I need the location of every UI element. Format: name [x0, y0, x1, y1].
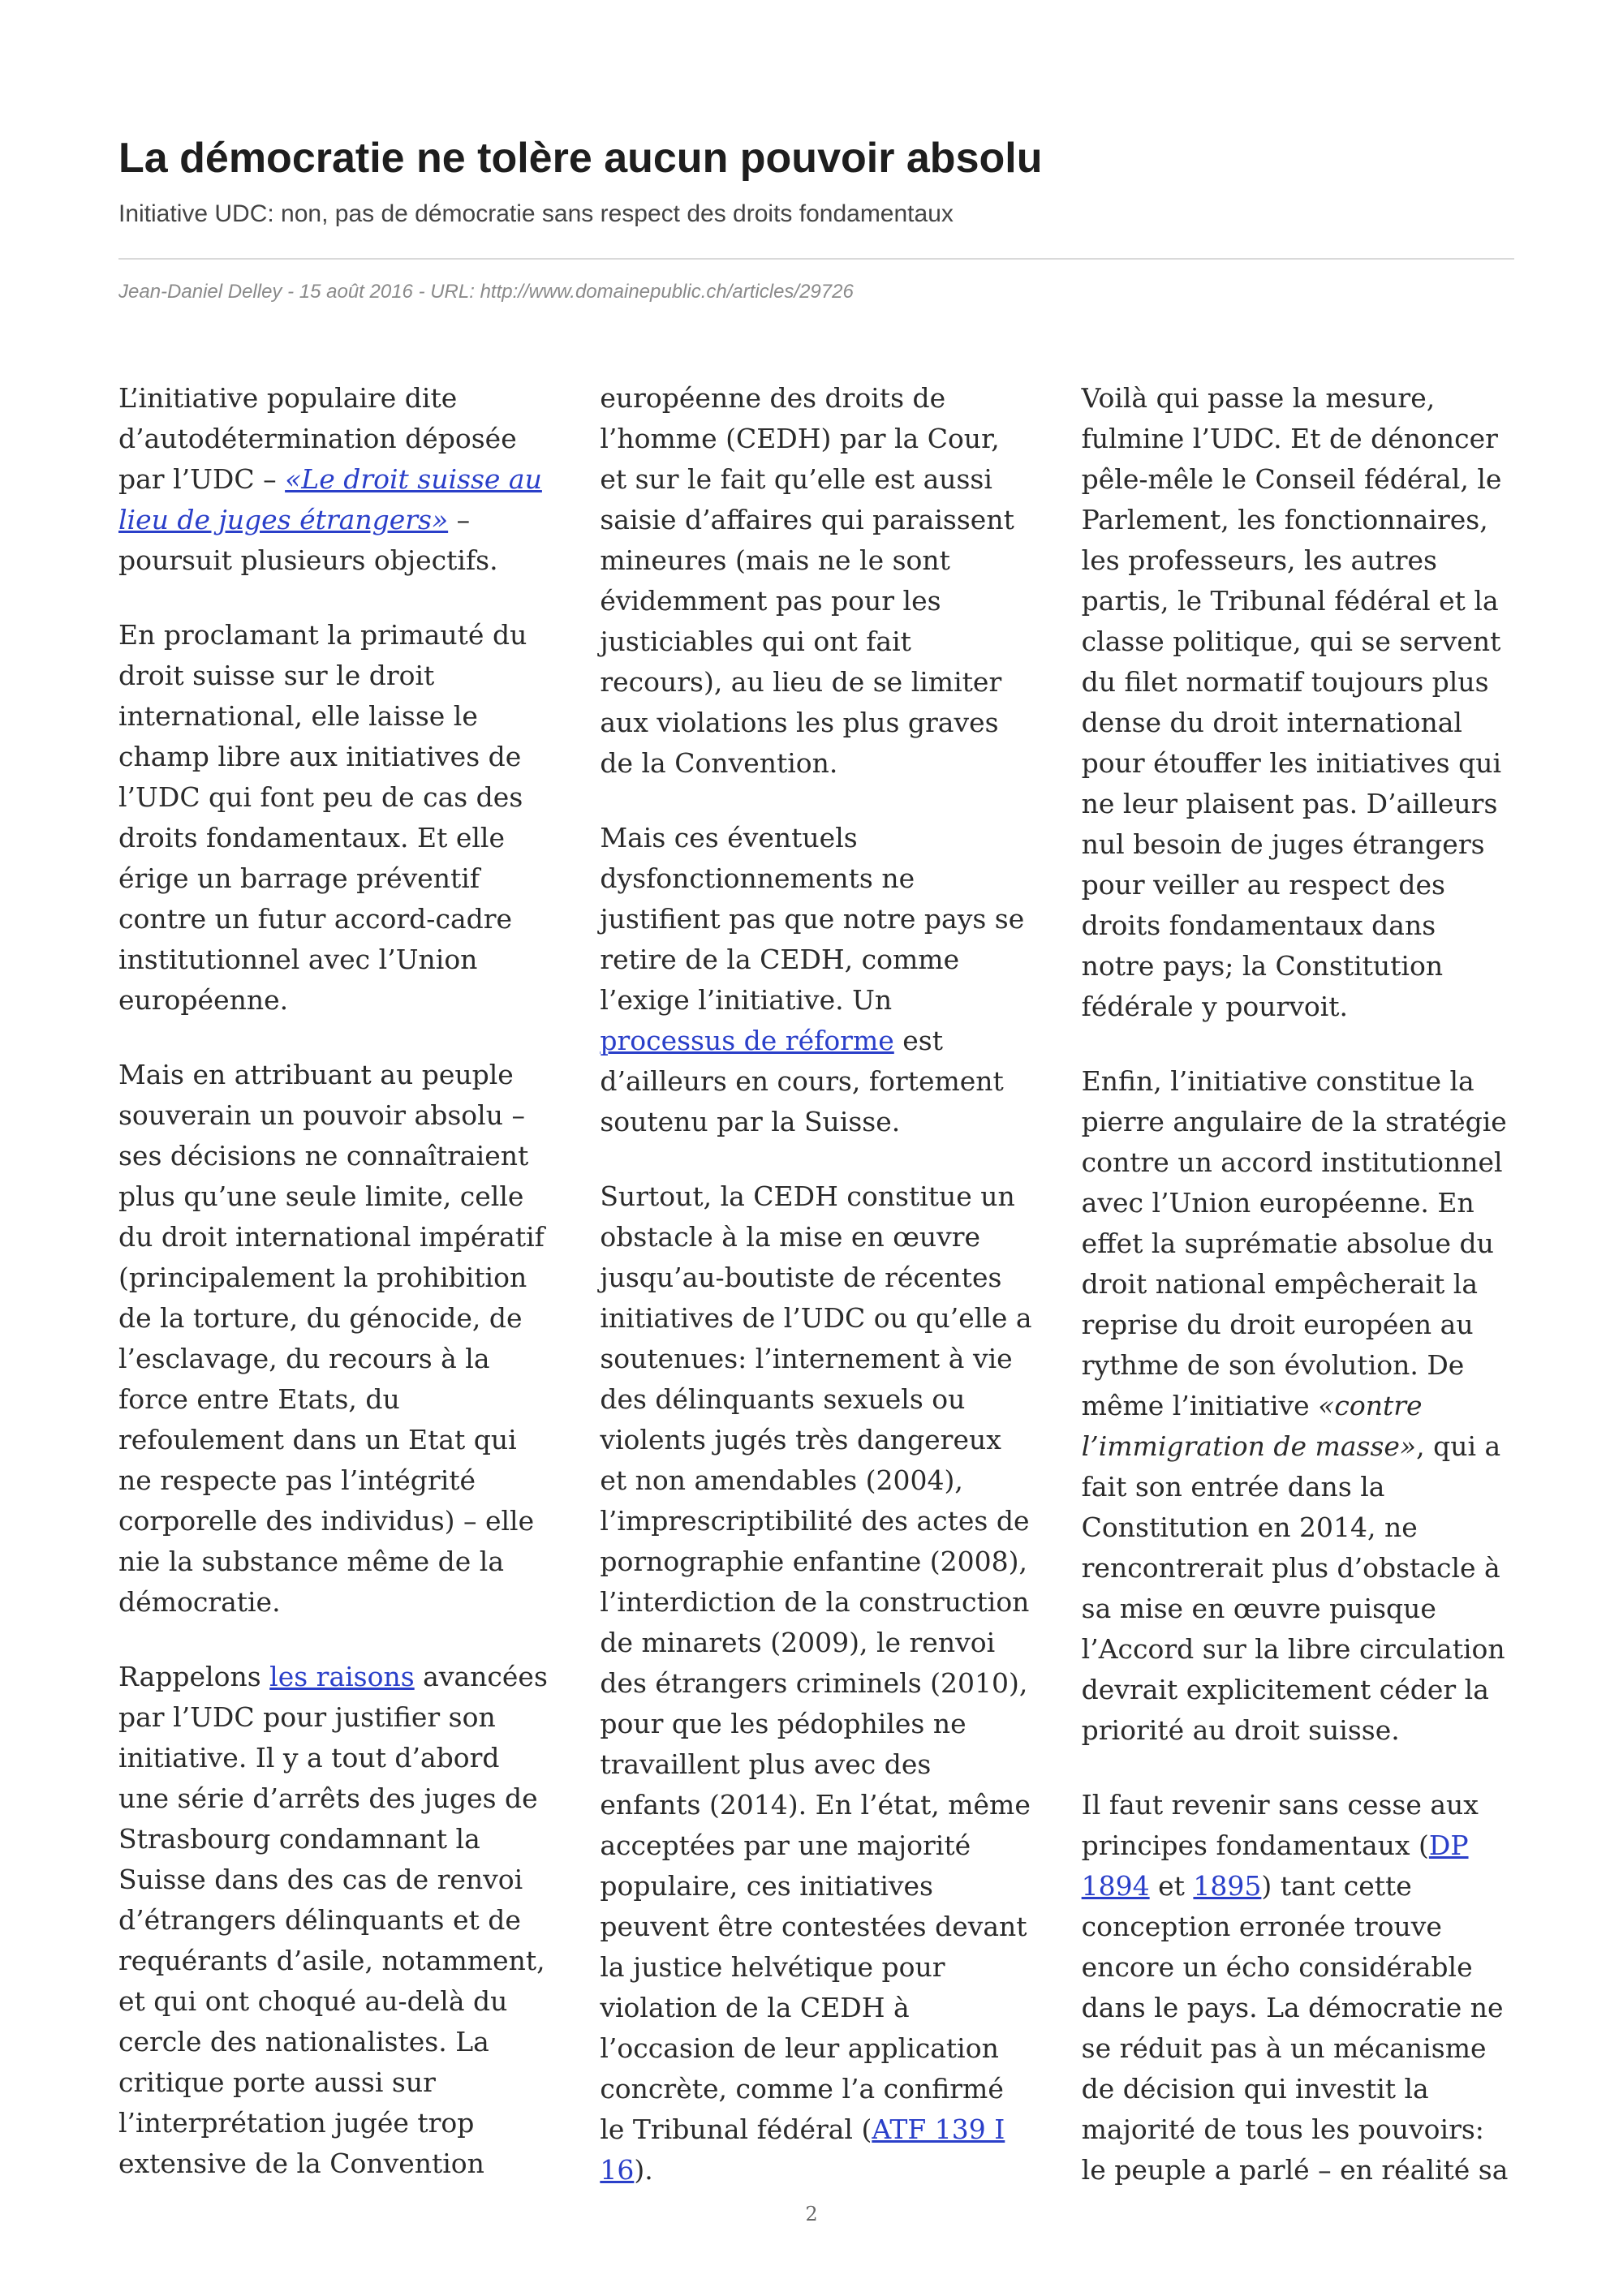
paragraph-8-text-b: , qui a fait son entrée dans la Constitution en 2014, ne rencontrerait plus d’obstacle à sa mise en œuvre puisque l’Accord sur la libre circulation devrait explicitement céder la priorité au droit suisse. [1081, 1430, 1505, 1746]
article-title: La démocratie ne tolère aucun pouvoir absolu [118, 135, 1043, 182]
article-byline: Jean-Daniel Delley - 15 août 2016 - URL: http://www.domainepublic.ch/articles/29726 [118, 281, 854, 303]
paragraph-1-text-a: L’initiative populaire dite d’autodétermination déposée par l’UDC – [118, 382, 517, 495]
article-header [118, 130, 1514, 305]
article-body [118, 378, 1514, 2199]
header-divider [118, 258, 1514, 260]
paragraph-9-text-a: Il faut revenir sans cesse aux principes fondamentaux ( [1081, 1789, 1479, 1861]
paragraph-5 [600, 818, 1032, 1142]
paragraph-2: En proclamant la primauté du droit suisse sur le droit international, elle laisse le champ libre aux initiatives de l’UDC qui font peu de cas des droits fondamentaux. Et elle érige un barrage préventif contre un futur accord-cadre institutionnel avec l’Union européenne. [118, 619, 527, 1016]
paragraph-1-text-b: – poursuit plusieurs objectifs. [118, 504, 498, 576]
paragraph-9-text-mid: et [1149, 1870, 1194, 1902]
paragraph-1 [118, 378, 551, 581]
paragraph-7: Voilà qui passe la mesure, fulmine l’UDC. Et de dénoncer pêle-mêle le Conseil fédéral, le Parlement, les fonctionnaires, les professeurs, les autres partis, le Tribunal fédéral et la classe politique, qui se servent du filet normatif toujours plus dense du droit international pour étouffer les initiatives qui ne leur plaisent pas. D’ailleurs nul besoin de juges étrangers pour veiller au respect des droits fondamentaux dans notre pays; la Constitution fédérale y pourvoit. [1081, 382, 1502, 1022]
paragraph-6 [600, 1176, 1032, 2191]
dp-1895-link[interactable]: 1895 [1193, 1870, 1262, 1902]
paragraph-6-text-a: Surtout, la CEDH constitue un obstacle à la mise en œuvre jusqu’au-boutiste de récentes initiatives de l’UDC ou qu’elle a soutenues: l’internement à vie des délinquants sexuels ou violents jugés très dangereux et non amendables (2004), l’imprescriptibilité des actes de pornographie enfantine (2008), l’interdiction de la construction de minarets (2009), le renvoi des étrangers criminels (2010), pour que les pédophiles ne travaillent plus avec des enfants (2014). En l’état, même acceptées par une majorité populaire, ces initiatives peuvent être contestées devant la justice helvétique pour violation de la CEDH à l’occasion de leur application concrète, comme l’a confirmé le Tribunal fédéral ( [600, 1180, 1032, 2145]
article-subtitle: Initiative UDC: non, pas de démocratie sans respect des droits fondamentaux [118, 200, 954, 227]
paragraph-4-text-a: Rappelons [118, 1661, 270, 1692]
paragraph-5-text-a: Mais ces éventuels dysfonctionnements ne justifient pas que notre pays se retire de la CEDH, comme l’exige l’initiative. Un [600, 822, 1025, 1016]
paragraph-8-text-a: Enfin, l’initiative constitue la pierre angulaire de la stratégie contre un accord institutionnel avec l’Union européenne. En effet la suprématie absolue du droit national empêcherait la reprise du droit européen au rythme de son évolution. De même l’initiative [1081, 1065, 1507, 1421]
immigration-initiative-quote: «contre l’immigration de masse» [1081, 1390, 1423, 1462]
paragraph-4-text-b: avancées par l’UDC pour justifier son initiative. Il y a tout d’abord une série d’arrêts des juges de Strasbourg condamnant la Suisse dans des cas de renvoi d’étrangers délinquants et de requérants d’asile, notamment, et qui ont choqué au-delà du cercle des nationalistes. La critique porte aussi sur l’interprétation jugée trop extensive de la Convention européenne des droits de l’homme (CEDH) par la Cour, et sur le fait qu’elle est aussi saisie d’affaires qui paraissent mineures (mais ne le sont évidemment pas pour les justiciables qui ont fait recours), au lieu de se limiter aux violations les plus graves de la Convention. [118, 382, 1014, 2179]
atf-139-i-16-link[interactable]: ATF 139 I 16 [600, 2113, 1005, 2186]
paragraph-3: Mais en attribuant au peuple souverain un pouvoir absolu – ses décisions ne connaîtraient plus qu’une seule limite, celle du droit international impératif (principalement la prohibition de la torture, du génocide, de l’esclavage, du recours à la force entre Etats, du refoulement dans un Etat qui ne respecte pas l’intégrité corporelle des individus) – elle nie la substance même de la démocratie. [118, 1059, 545, 1618]
paragraph-9-text-b: ) tant cette conception erronée trouve encore un écho considérable dans le pays. La démocratie ne se réduit pas à un mécanisme de décision qui investit la majorité de tous les pouvoirs: le peuple a parlé – en réalité sa [1081, 1870, 1509, 2186]
les-raisons-link[interactable]: les raisons [269, 1661, 415, 1692]
dp-1894-link[interactable]: DP 1894 [1081, 1829, 1469, 1902]
initiative-title-link[interactable]: «Le droit suisse au lieu de juges étrangers» [118, 463, 542, 535]
paragraph-6-text-b: ). [634, 2154, 653, 2186]
page-number: 2 [805, 2203, 818, 2225]
paragraph-5-text-b: est d’ailleurs en cours, fortement soutenu par la Suisse. [600, 1025, 1004, 1137]
processus-de-reforme-link[interactable]: processus de réforme [600, 1025, 894, 1056]
paragraph-9 [1082, 1785, 1514, 2191]
paragraph-8 [1082, 1061, 1514, 1751]
